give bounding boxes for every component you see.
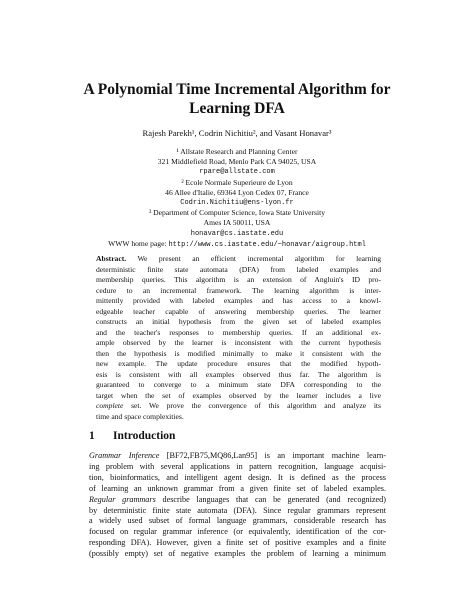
body-line: by deterministic finite state automata (DFA). Since regular grammars represent: [89, 505, 386, 515]
affiliations: [40, 147, 434, 250]
abstract-line: deterministic finite state automata (DFA) from labeled examples and: [96, 264, 381, 274]
body-line: tion, bioinformatics, and intelligent agent design. It is defined as the process: [89, 472, 386, 482]
abstract-line: then the hypothesis is modified minimally to make it consistent with the: [96, 348, 381, 358]
title-line-1: A Polynomial Time Incremental Algorithm for: [83, 81, 391, 98]
affiliation-line: ³ Department of Computer Science, Iowa State University: [148, 208, 326, 218]
abstract-line: new example. The update procedure ensures that the modified hypoth-: [96, 359, 381, 368]
affiliation-line: ² Ecole Normale Superieure de Lyon: [181, 177, 293, 187]
abstract-line: membership queries. This algorithm is an extension of Angluin's ID pro-: [96, 275, 381, 284]
www-label: WWW home page:: [108, 238, 169, 248]
section-heading: [89, 430, 175, 442]
section-number: 1: [89, 430, 95, 442]
term-grammar-inference: Grammar Inference: [89, 451, 160, 460]
abstract-line: Abstract. We present an efficient incremental algorithm for learning: [96, 254, 381, 263]
abstract-line: complete set. We prove the convergence of this algorithm and analyze its: [96, 401, 381, 410]
body-line: ing problem with several applications in pattern recognition, language acquisi-: [89, 461, 386, 471]
body-line: responding DFA). However, given a finite set of positive examples and a finite: [89, 538, 386, 548]
term-regular-grammars: Regular grammars: [89, 494, 156, 504]
abstract-line: ample observed by the learner is inconsistent with the current hypothesis: [96, 338, 381, 347]
author-list: Rajesh Parekh¹, Codrin Nichitiu², and Vasant Honavar³: [142, 128, 332, 138]
author-email[interactable]: rpare@allstate.com: [199, 168, 275, 177]
body-line: a widely used subset of formal language grammars, considerable research has: [89, 516, 386, 526]
abstract-heading: Abstract.: [96, 254, 127, 263]
abstract-line: cedure to an incremental framework. The learning algorithm is inter-: [96, 285, 381, 295]
body-line: focused on regular grammar inference (or equivalently, identification of the cor-: [89, 527, 386, 537]
affiliation-line: ¹ Allstate Research and Planning Center: [176, 147, 298, 156]
body-line: (possibly empty) set of negative examples the problem of learning a minimum: [89, 549, 386, 559]
affiliation-line: Ames IA 50011, USA: [203, 218, 271, 228]
abstract-line: esis is consistent with all examples observed thus far. The algorithm is: [96, 369, 381, 379]
abstract-line: mittently provided with labeled examples and has access to a knowl-: [96, 296, 381, 305]
affiliation-line: 46 Allee d'Italie, 69364 Lyon Cedex 07, France: [165, 187, 309, 197]
paper-title: [60, 80, 414, 118]
abstract-line: guaranteed to converge to a minimum state DFA corresponding to the: [96, 380, 381, 389]
body-line: of learning an unknown grammar from a given finite set of labeled examples.: [89, 483, 386, 493]
abstract: [96, 254, 381, 422]
abstract-line: constructs an initial hypothesis from the given set of labeled examples: [96, 317, 381, 326]
body-line: Grammar Inference [BF72,FB75,MQ86,Lan95] is an important machine learn-: [89, 451, 386, 460]
author-email[interactable]: honavar@cs.iastate.edu: [190, 229, 284, 238]
author-email[interactable]: Codrin.Nichitiu@ens-lyon.fr: [180, 199, 294, 208]
body-line: Regular grammars describe languages that can be generated (and recognized): [89, 494, 387, 504]
abstract-line: target when the set of examples observed by the learner includes a live: [96, 390, 381, 400]
www-url[interactable]: http://www.cs.iastate.edu/~honavar/aigroup.html: [168, 240, 366, 249]
www-line: [40, 239, 434, 250]
abstract-line: edgeable teacher capable of answering membership queries. The learner: [96, 306, 381, 316]
abstract-line: time and space complexities.: [96, 411, 184, 421]
section-title: Introduction: [113, 430, 176, 442]
affiliation-line: 321 Middlefield Road, Menlo Park CA 94025, USA: [157, 157, 317, 167]
title-line-2: Learning DFA: [189, 100, 285, 117]
abstract-line: and the teacher's responses to membership queries. If an additional ex-: [96, 327, 381, 337]
introduction-body: [89, 451, 386, 560]
